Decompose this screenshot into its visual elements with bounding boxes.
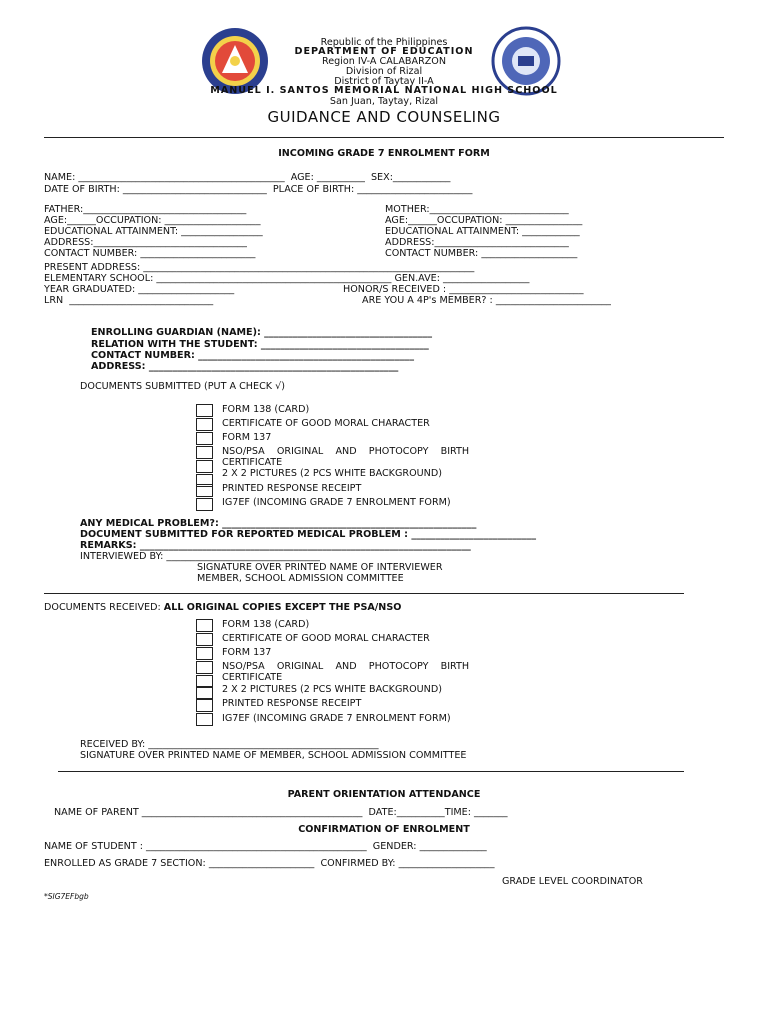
- republic-text: Republic of the Philippines: [320, 37, 448, 48]
- received-doc-item: 2 X 2 PICTURES (2 PCS WHITE BACKGROUND): [222, 684, 442, 695]
- department-text: DEPARTMENT OF EDUCATION: [294, 46, 474, 57]
- father-education: EDUCATIONAL ATTAINMENT: _________________: [44, 226, 263, 237]
- guardian-name-line: ENROLLING GUARDIAN (NAME): ___________________________________: [91, 327, 433, 338]
- documents-received-label: DOCUMENTS RECEIVED:: [44, 602, 164, 613]
- office-title: GUIDANCE AND COUNSELING: [267, 108, 501, 126]
- checkbox-received-form-137[interactable]: [196, 647, 213, 660]
- doc-item: NSO/PSA ORIGINAL AND PHOTOCOPY BIRTH: [222, 446, 470, 457]
- checkbox-form-138[interactable]: [196, 404, 213, 417]
- division-text: Division of Rizal: [345, 66, 423, 77]
- confirmation-title: CONFIRMATION OF ENROLMENT: [298, 824, 470, 835]
- doc-item: IG7EF (INCOMING GRADE 7 ENROLMENT FORM): [222, 497, 451, 508]
- checkbox-good-moral[interactable]: [196, 418, 213, 431]
- medical-problem-line: ANY MEDICAL PROBLEM?: _____________________________________________________: [80, 518, 477, 529]
- checkbox-received-response-receipt[interactable]: [196, 699, 213, 712]
- present-address-line: PRESENT ADDRESS: _____________________________________________________________________: [44, 262, 475, 273]
- father-occupation: AGE:______OCCUPATION: ____________________: [44, 215, 261, 226]
- checkbox-received-form-138[interactable]: [196, 619, 213, 632]
- mother-contact: CONTACT NUMBER: ____________________: [385, 248, 578, 259]
- documents-submitted-heading: DOCUMENTS SUBMITTED (PUT A CHECK √): [80, 381, 285, 392]
- student-birth-line: DATE OF BIRTH: ______________________________ PLACE OF BIRTH: ________________________: [44, 184, 473, 195]
- lrn-line: LRN ______________________________: [44, 295, 214, 306]
- header-divider: [44, 137, 724, 138]
- father-name: FATHER:__________________________________: [44, 204, 247, 215]
- received-doc-item: NSO/PSA ORIGINAL AND PHOTOCOPY BIRTH: [222, 661, 470, 672]
- checkbox-response-receipt[interactable]: [196, 484, 213, 497]
- medical-document-line: DOCUMENT SUBMITTED FOR REPORTED MEDICAL PROBLEM : __________________________: [80, 529, 537, 540]
- elementary-school-line: ELEMENTARY SCHOOL: _________________________________________________ GEN.AVE: __________________: [44, 273, 530, 284]
- checkbox-received-good-moral[interactable]: [196, 633, 213, 646]
- checkbox-received-ig7ef[interactable]: [196, 713, 213, 726]
- received-doc-item: IG7EF (INCOMING GRADE 7 ENROLMENT FORM): [222, 713, 451, 724]
- received-doc-item: CERTIFICATE: [222, 672, 283, 683]
- remarks-line: REMARKS: _____________________________________________________________________: [80, 540, 471, 551]
- checkbox-form-137[interactable]: [196, 432, 213, 445]
- parent-attendance-line: NAME OF PARENT ______________________________________________ DATE:__________TIME: _______: [54, 807, 508, 818]
- doc-item: CERTIFICATE OF GOOD MORAL CHARACTER: [222, 418, 430, 429]
- confirm-section-line: ENROLLED AS GRADE 7 SECTION: ______________________ CONFIRMED BY: ____________________: [44, 858, 495, 869]
- received-doc-item: FORM 138 (CARD): [222, 619, 310, 630]
- mother-education: EDUCATIONAL ATTAINMENT: ____________: [385, 226, 580, 237]
- mother-name: MOTHER:_____________________________: [385, 204, 569, 215]
- section-divider: [58, 771, 684, 772]
- checkbox-received-pictures[interactable]: [196, 686, 213, 699]
- student-name-line: NAME: ___________________________________________ AGE: __________ SEX:____________: [44, 172, 451, 183]
- doc-item: FORM 137: [222, 432, 272, 443]
- year-graduated-line: YEAR GRADUATED: ____________________: [44, 284, 235, 295]
- section-divider: [44, 593, 684, 594]
- guardian-address-line: ADDRESS: ____________________________________________________: [91, 361, 399, 372]
- confirm-student-line: NAME OF STUDENT : ______________________________________________ GENDER: ______________: [44, 841, 487, 852]
- region-text: Region IV-A CALABARZON: [321, 56, 447, 67]
- interviewer-signature-label: SIGNATURE OVER PRINTED NAME OF INTERVIEWER: [197, 562, 443, 573]
- received-by-signature-label: SIGNATURE OVER PRINTED NAME OF MEMBER, SCHOOL ADMISSION COMMITTEE: [80, 750, 467, 761]
- doc-item: CERTIFICATE: [222, 457, 283, 468]
- father-address: ADDRESS:________________________________: [44, 237, 247, 248]
- form-code: *SIG7EFbgb: [44, 892, 89, 901]
- documents-received-heading: [44, 603, 401, 613]
- orientation-title: PARENT ORIENTATION ATTENDANCE: [287, 789, 481, 800]
- received-doc-item: CERTIFICATE OF GOOD MORAL CHARACTER: [222, 633, 430, 644]
- interviewed-by-line: INTERVIEWED BY: ________________________________: [80, 551, 320, 562]
- district-text: District of Taytay II-A: [334, 76, 434, 87]
- coordinator-label: GRADE LEVEL COORDINATOR: [502, 876, 643, 887]
- doc-item: 2 X 2 PICTURES (2 PCS WHITE BACKGROUND): [222, 468, 442, 479]
- four-ps-line: ARE YOU A 4P's MEMBER? : ________________________: [362, 295, 611, 306]
- mother-occupation: AGE:______OCCUPATION: ________________: [385, 215, 583, 226]
- father-contact: CONTACT NUMBER: ________________________: [44, 248, 256, 259]
- documents-received-note: ALL ORIGINAL COPIES EXCEPT THE PSA/NSO: [163, 602, 402, 613]
- school-name: MANUEL I. SANTOS MEMORIAL NATIONAL HIGH SCHOOL: [210, 85, 558, 96]
- guardian-contact-line: CONTACT NUMBER: _____________________________________________: [91, 350, 415, 361]
- doc-item: PRINTED RESPONSE RECEIPT: [222, 483, 362, 494]
- checkbox-ig7ef[interactable]: [196, 498, 213, 511]
- checkbox-birth-certificate[interactable]: [196, 446, 213, 459]
- received-by-line: RECEIVED BY: ________________________________________________: [80, 739, 379, 750]
- mother-address: ADDRESS:____________________________: [385, 237, 569, 248]
- checkbox-received-birth-certificate[interactable]: [196, 661, 213, 674]
- received-doc-item: PRINTED RESPONSE RECEIPT: [222, 698, 362, 709]
- school-address: San Juan, Taytay, Rizal: [329, 96, 439, 107]
- doc-item: FORM 138 (CARD): [222, 404, 310, 415]
- checkbox-certificate[interactable]: [196, 460, 213, 473]
- honors-line: HONOR/S RECEIVED : ____________________________: [343, 284, 584, 295]
- received-doc-item: FORM 137: [222, 647, 272, 658]
- guardian-relation-line: RELATION WITH THE STUDENT: ___________________________________: [91, 339, 429, 350]
- form-title: INCOMING GRADE 7 ENROLMENT FORM: [278, 148, 490, 159]
- committee-member-label: MEMBER, SCHOOL ADMISSION COMMITTEE: [197, 573, 404, 584]
